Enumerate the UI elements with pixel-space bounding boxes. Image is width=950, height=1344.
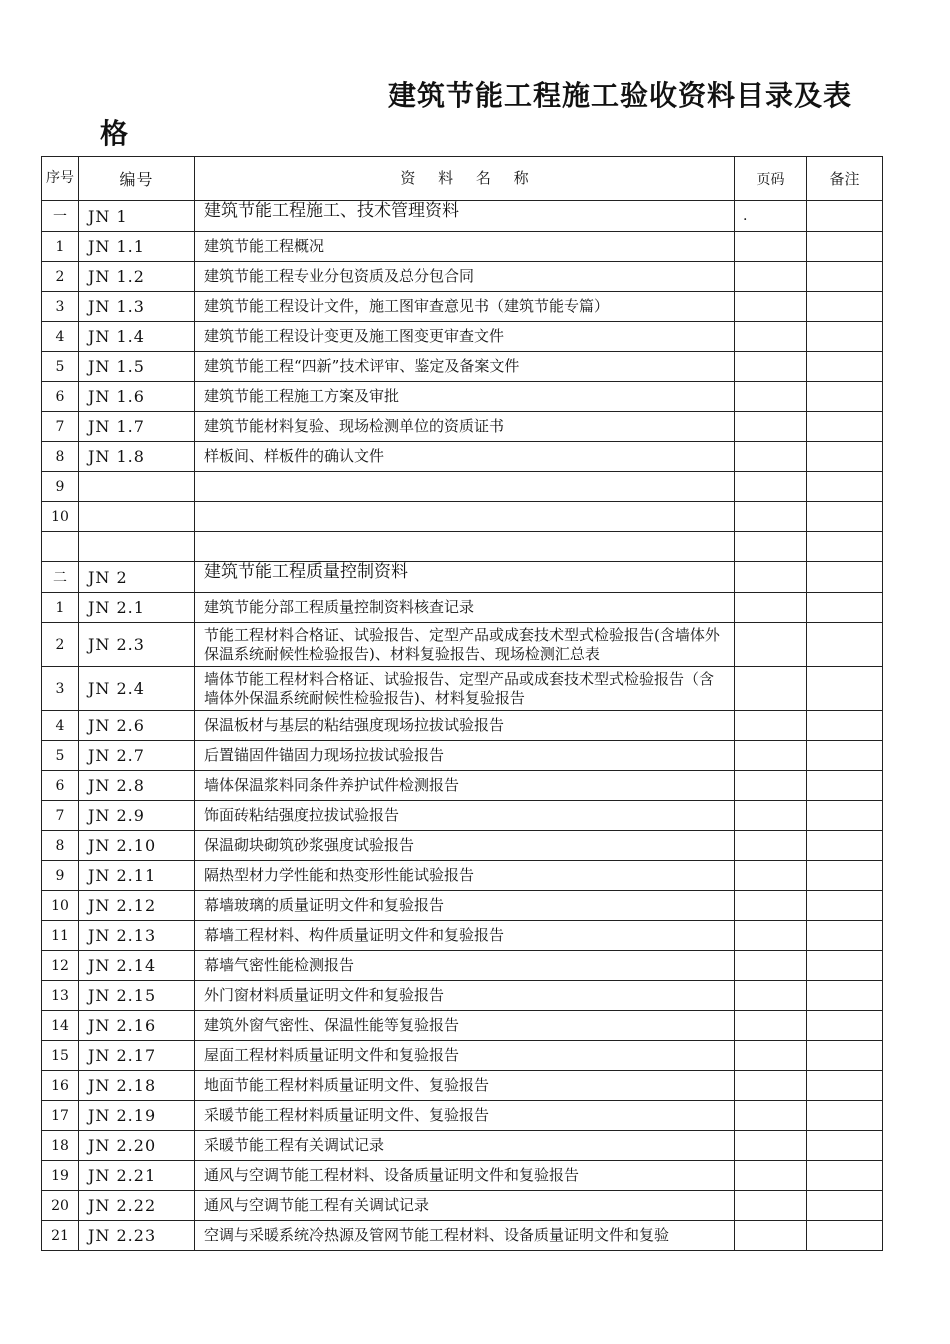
row-name-cell: 饰面砖粘结强度拉拔试验报告 [195,801,735,831]
row-name-cell: 保温板材与基层的粘结强度现场拉拔试验报告 [195,711,735,741]
row-seq-cell: 9 [42,472,79,502]
table-row [42,771,883,801]
table-row [42,292,883,322]
row-note-cell [807,1041,883,1071]
row-note-cell [807,981,883,1011]
row-name-cell: 节能工程材料合格证、试验报告、定型产品或成套技术型式检验报告(含墙体外保温系统耐候性检验报告)、材料复验报告、现场检测汇总表 [195,623,735,667]
row-page-cell [735,292,807,322]
row-seq-cell: 9 [42,861,79,891]
row-page-cell [735,891,807,921]
row-seq-cell: 10 [42,891,79,921]
table-row [42,1131,883,1161]
row-note-cell [807,861,883,891]
row-name-cell: 建筑节能分部工程质量控制资料核查记录 [195,593,735,623]
table-row [42,741,883,771]
row-note-cell [807,1191,883,1221]
row-name-cell: 样板间、样板件的确认文件 [195,442,735,472]
row-name-cell: 建筑节能工程施工、技术管理资料 [195,201,735,232]
row-code-cell: JN 1.3 [79,292,195,322]
row-note-cell [807,382,883,412]
table-row [42,891,883,921]
table-row [42,382,883,412]
header-code: 编号 [79,157,195,201]
row-code-cell: JN 2.9 [79,801,195,831]
row-name-cell [195,502,735,532]
row-note-cell [807,801,883,831]
table-row [42,1011,883,1041]
table-row [42,352,883,382]
table-body [42,201,883,1251]
row-page-cell [735,1011,807,1041]
row-page-cell [735,981,807,1011]
row-note-cell [807,921,883,951]
row-seq-cell: 13 [42,981,79,1011]
row-seq-cell: 20 [42,1191,79,1221]
row-name-cell: 空调与采暖系统冷热源及管网节能工程材料、设备质量证明文件和复验 [195,1221,735,1251]
table-row [42,532,883,562]
row-name-cell: 建筑节能工程“四新”技术评审、鉴定及备案文件 [195,352,735,382]
row-code-cell: JN 2.12 [79,891,195,921]
row-page-cell [735,1161,807,1191]
row-note-cell [807,201,883,232]
row-code-cell: JN 2.22 [79,1191,195,1221]
table-row [42,1191,883,1221]
row-code-cell: JN 2.7 [79,741,195,771]
row-seq-cell: 7 [42,801,79,831]
row-code-cell: JN 1.5 [79,352,195,382]
row-note-cell [807,1221,883,1251]
table-row [42,232,883,262]
row-seq-cell: 16 [42,1071,79,1101]
table-row [42,1161,883,1191]
row-seq-cell: 8 [42,442,79,472]
row-seq-cell: 3 [42,667,79,711]
row-page-cell [735,1101,807,1131]
row-note-cell [807,771,883,801]
table-row [42,593,883,623]
row-seq-cell: 8 [42,831,79,861]
row-seq-cell: 4 [42,322,79,352]
row-seq-cell: 5 [42,352,79,382]
materials-index-table [41,156,883,1251]
row-seq-cell: 21 [42,1221,79,1251]
row-seq-cell: 3 [42,292,79,322]
table-row [42,472,883,502]
header-note: 备注 [807,157,883,201]
row-note-cell [807,502,883,532]
row-page-cell [735,502,807,532]
row-page-cell: . [735,201,807,232]
row-page-cell [735,667,807,711]
row-page-cell [735,1071,807,1101]
row-code-cell: JN 2.16 [79,1011,195,1041]
row-note-cell [807,322,883,352]
row-seq-cell: 5 [42,741,79,771]
document-title-line2: 格 [100,117,129,150]
row-name-cell: 墙体保温浆料同条件养护试件检测报告 [195,771,735,801]
row-code-cell: JN 1.1 [79,232,195,262]
row-name-cell: 建筑节能工程设计文件，施工图审查意见书（建筑节能专篇） [195,292,735,322]
row-note-cell [807,352,883,382]
row-page-cell [735,1041,807,1071]
row-name-cell: 建筑节能工程设计变更及施工图变更审查文件 [195,322,735,352]
row-code-cell: JN 1 [79,201,195,232]
row-code-cell [79,532,195,562]
row-seq-cell: 15 [42,1041,79,1071]
row-name-cell: 通风与空调节能工程材料、设备质量证明文件和复验报告 [195,1161,735,1191]
row-note-cell [807,412,883,442]
table-row [42,262,883,292]
row-page-cell [735,562,807,593]
row-note-cell [807,951,883,981]
row-note-cell [807,562,883,593]
table-row [42,502,883,532]
row-page-cell [735,382,807,412]
row-note-cell [807,593,883,623]
row-page-cell [735,322,807,352]
row-code-cell: JN 1.6 [79,382,195,412]
row-note-cell [807,741,883,771]
row-seq-cell: 12 [42,951,79,981]
row-page-cell [735,532,807,562]
row-name-cell: 幕墙工程材料、构件质量证明文件和复验报告 [195,921,735,951]
row-page-cell [735,1191,807,1221]
row-note-cell [807,1131,883,1161]
row-code-cell [79,472,195,502]
row-page-cell [735,623,807,667]
row-seq-cell: 14 [42,1011,79,1041]
table-row [42,981,883,1011]
row-name-cell: 建筑节能工程质量控制资料 [195,562,735,593]
row-code-cell: JN 2.8 [79,771,195,801]
row-code-cell: JN 2.18 [79,1071,195,1101]
row-code-cell: JN 1.2 [79,262,195,292]
row-note-cell [807,667,883,711]
table-row [42,831,883,861]
table-row [42,711,883,741]
row-name-cell: 建筑外窗气密性、保温性能等复验报告 [195,1011,735,1041]
row-code-cell: JN 2.3 [79,623,195,667]
row-name-cell: 外门窗材料质量证明文件和复验报告 [195,981,735,1011]
section-row [42,562,883,593]
header-seq: 序号 [42,157,79,201]
row-code-cell: JN 2.15 [79,981,195,1011]
row-note-cell [807,623,883,667]
table-row [42,861,883,891]
table-row [42,801,883,831]
row-code-cell: JN 2.19 [79,1101,195,1131]
row-seq-cell: 2 [42,623,79,667]
row-name-cell: 幕墙玻璃的质量证明文件和复验报告 [195,891,735,921]
row-code-cell: JN 1.4 [79,322,195,352]
row-seq-cell: 10 [42,502,79,532]
table-row [42,442,883,472]
row-name-cell [195,532,735,562]
table-header-row [42,157,883,201]
row-name-cell: 墙体节能工程材料合格证、试验报告、定型产品或成套技术型式检验报告（含墙体外保温系统耐候性检验报告)、材料复验报告 [195,667,735,711]
row-page-cell [735,921,807,951]
row-page-cell [735,711,807,741]
row-page-cell [735,831,807,861]
table-row [42,1221,883,1251]
row-note-cell [807,1161,883,1191]
row-seq-cell: 1 [42,593,79,623]
row-seq-cell: 19 [42,1161,79,1191]
row-page-cell [735,593,807,623]
row-page-cell [735,951,807,981]
row-seq-cell: 1 [42,232,79,262]
row-name-cell: 隔热型材力学性能和热变形性能试验报告 [195,861,735,891]
row-name-cell: 采暖节能工程有关调试记录 [195,1131,735,1161]
row-seq-cell: 6 [42,771,79,801]
header-page: 页码 [735,157,807,201]
row-name-cell: 建筑节能材料复验、现场检测单位的资质证书 [195,412,735,442]
row-name-cell: 建筑节能工程专业分包资质及总分包合同 [195,262,735,292]
row-code-cell: JN 1.8 [79,442,195,472]
row-code-cell: JN 2.14 [79,951,195,981]
row-page-cell [735,442,807,472]
row-name-cell: 通风与空调节能工程有关调试记录 [195,1191,735,1221]
row-code-cell [79,502,195,532]
row-note-cell [807,262,883,292]
row-note-cell [807,292,883,322]
row-seq-cell: 2 [42,262,79,292]
row-name-cell: 地面节能工程材料质量证明文件、复验报告 [195,1071,735,1101]
row-note-cell [807,1101,883,1131]
row-name-cell: 后置锚固件锚固力现场拉拔试验报告 [195,741,735,771]
row-seq-cell: 4 [42,711,79,741]
row-page-cell [735,232,807,262]
row-page-cell [735,352,807,382]
row-seq-cell: 6 [42,382,79,412]
row-seq-cell: 11 [42,921,79,951]
row-code-cell: JN 2.1 [79,593,195,623]
row-seq-cell: 一 [42,201,79,232]
table-row [42,921,883,951]
row-code-cell: JN 2.10 [79,831,195,861]
table-row [42,322,883,352]
row-note-cell [807,891,883,921]
table-row [42,667,883,711]
row-note-cell [807,532,883,562]
row-page-cell [735,262,807,292]
row-page-cell [735,472,807,502]
row-code-cell: JN 2 [79,562,195,593]
table-row [42,623,883,667]
section-row [42,201,883,232]
row-code-cell: JN 2.4 [79,667,195,711]
row-seq-cell: 17 [42,1101,79,1131]
row-seq-cell: 二 [42,562,79,593]
row-note-cell [807,442,883,472]
row-name-cell: 幕墙气密性能检测报告 [195,951,735,981]
row-code-cell: JN 2.6 [79,711,195,741]
row-code-cell: JN 2.17 [79,1041,195,1071]
row-page-cell [735,771,807,801]
row-note-cell [807,831,883,861]
row-seq-cell [42,532,79,562]
row-name-cell: 建筑节能工程施工方案及审批 [195,382,735,412]
row-page-cell [735,861,807,891]
row-name-cell: 屋面工程材料质量证明文件和复验报告 [195,1041,735,1071]
table-row [42,1101,883,1131]
row-note-cell [807,232,883,262]
row-code-cell: JN 2.23 [79,1221,195,1251]
row-page-cell [735,412,807,442]
table-row [42,412,883,442]
row-page-cell [735,801,807,831]
row-code-cell: JN 2.13 [79,921,195,951]
header-name: 资 料 名 称 [195,157,735,201]
row-seq-cell: 7 [42,412,79,442]
row-page-cell [735,1131,807,1161]
row-name-cell [195,472,735,502]
table-row [42,951,883,981]
row-note-cell [807,1071,883,1101]
row-name-cell: 建筑节能工程概况 [195,232,735,262]
row-name-cell: 保温砌块砌筑砂浆强度试验报告 [195,831,735,861]
document-title-line1: 建筑节能工程施工验收资料目录及表 [388,79,853,112]
row-seq-cell: 18 [42,1131,79,1161]
row-page-cell [735,1221,807,1251]
row-page-cell [735,741,807,771]
row-code-cell: JN 2.11 [79,861,195,891]
row-code-cell: JN 1.7 [79,412,195,442]
table-row [42,1041,883,1071]
row-code-cell: JN 2.21 [79,1161,195,1191]
row-note-cell [807,472,883,502]
row-note-cell [807,1011,883,1041]
row-note-cell [807,711,883,741]
table-row [42,1071,883,1101]
row-code-cell: JN 2.20 [79,1131,195,1161]
row-name-cell: 采暖节能工程材料质量证明文件、复验报告 [195,1101,735,1131]
